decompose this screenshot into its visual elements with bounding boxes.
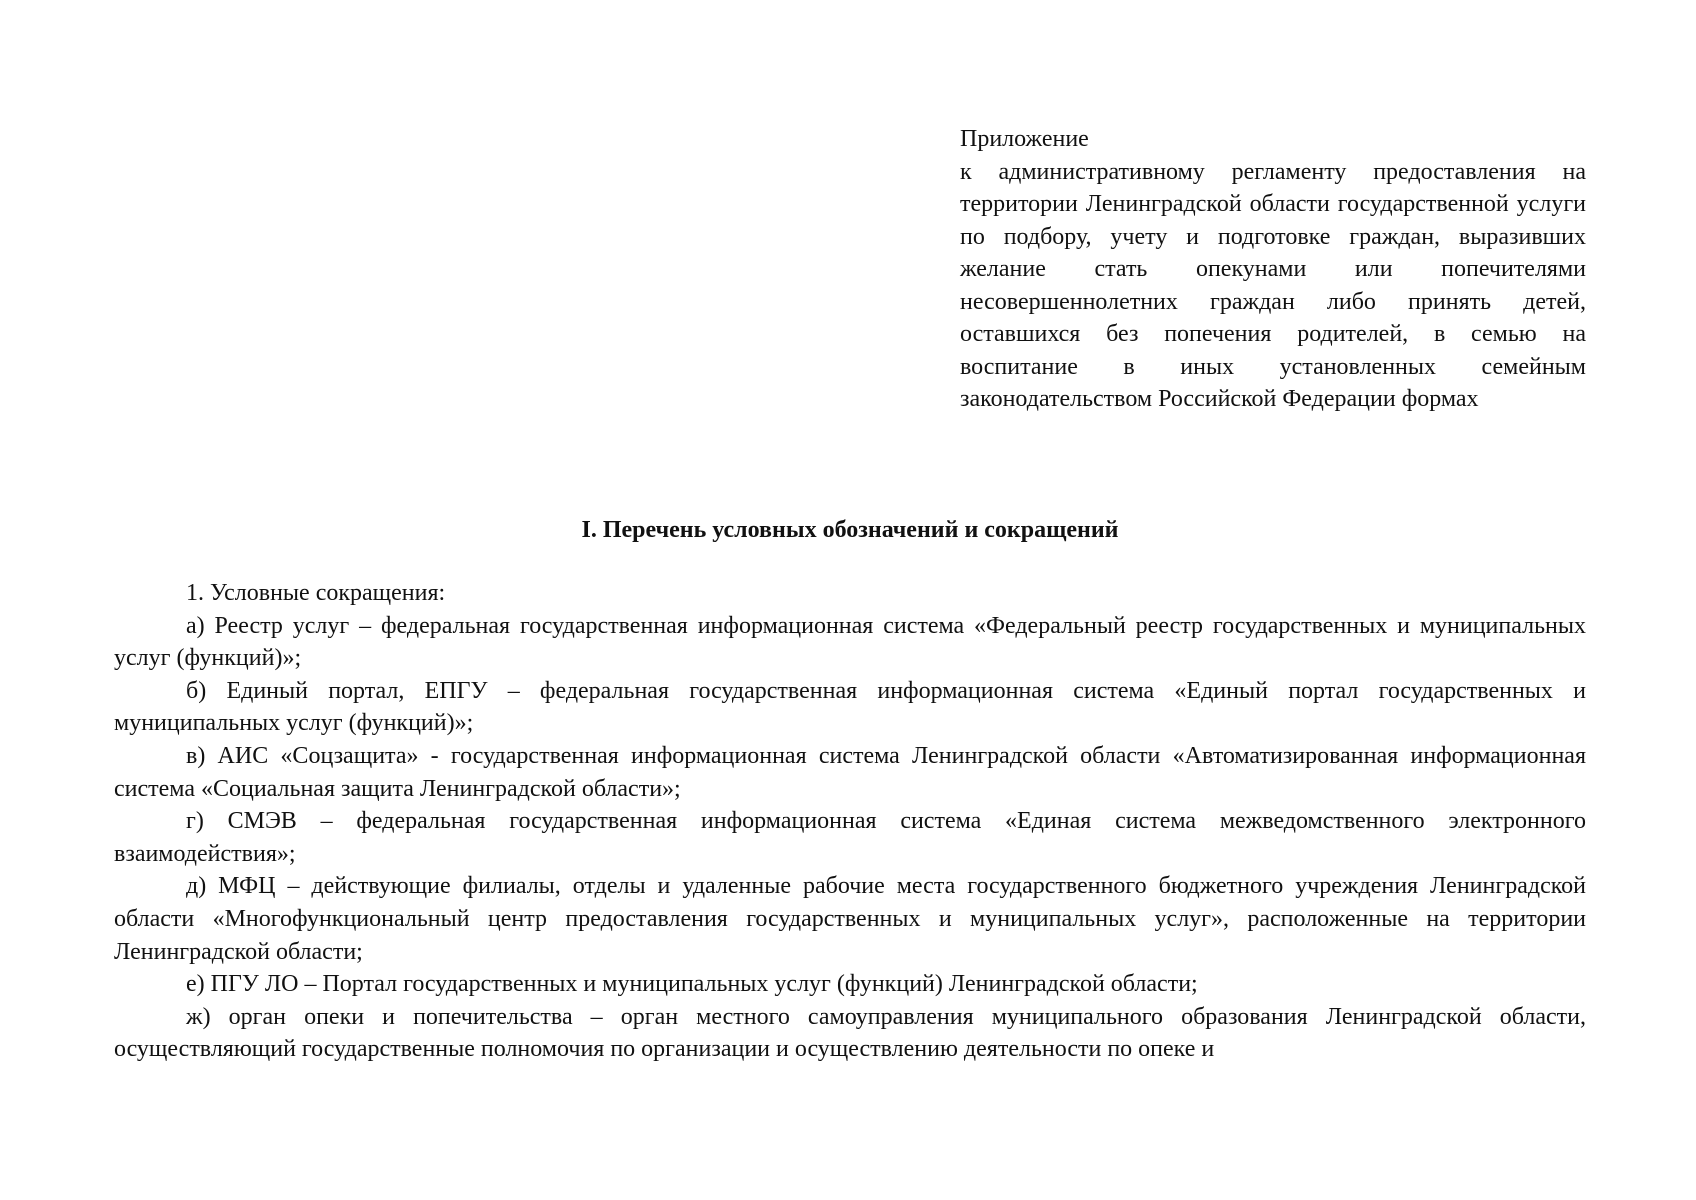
- paragraph-abbreviations-intro: 1. Условные сокращения:: [186, 580, 446, 606]
- paragraph-item-b: б) Единый портал, ЕПГУ – федеральная государственная информационная система «Единый портал государственных и муниципальных услуг (функций)»;: [114, 677, 1586, 737]
- appendix-description: к административному регламенту предоставления на территории Ленинградской области государственной услуги по подбору, учету и подготовке граждан, выразивших желание стать опекунами или попечителями несовершеннолетних граждан либо принять детей, оставшихся без попечения родителей, в семью на воспитание в иных установленных семейным законодательством Российской Федерации формах: [960, 158, 1586, 412]
- paragraph-item-e: е) ПГУ ЛО – Портал государственных и муниципальных услуг (функций) Ленинградской области;: [186, 971, 1198, 998]
- paragraph-item-d: д) МФЦ – действующие филиалы, отделы и удаленные рабочие места государственного бюджетного учреждения Ленинградской области «Многофункциональный центр предоставления государственных и муниципальных услуг», расположенные на территории Ленинградской области;: [114, 873, 1586, 965]
- paragraph-item-a: а) Реестр услуг – федеральная государственная информационная система «Федеральный реестр государственных и муниципальных услуг (функций)»;: [114, 612, 1586, 672]
- paragraph-item-zh: ж) орган опеки и попечительства – орган местного самоуправления муниципального образования Ленинградской области, осуществляющий государственные полномочия по организации и осуществлению деятельности по опеке и: [114, 1003, 1586, 1063]
- paragraph-item-v: в) АИС «Соцзащита» - государственная информационная система Ленинградской области «Автоматизированная информационная система «Социальная защита Ленинградской области»;: [114, 742, 1586, 802]
- appendix-label: Приложение: [960, 126, 1089, 152]
- section-body: [114, 577, 1586, 1066]
- section-title: I. Перечень условных обозначений и сокращений: [581, 517, 1119, 543]
- paragraph-item-g: г) СМЭВ – федеральная государственная информационная система «Единая система межведомственного электронного взаимодействия»;: [114, 808, 1586, 867]
- appendix-block: [960, 123, 1586, 416]
